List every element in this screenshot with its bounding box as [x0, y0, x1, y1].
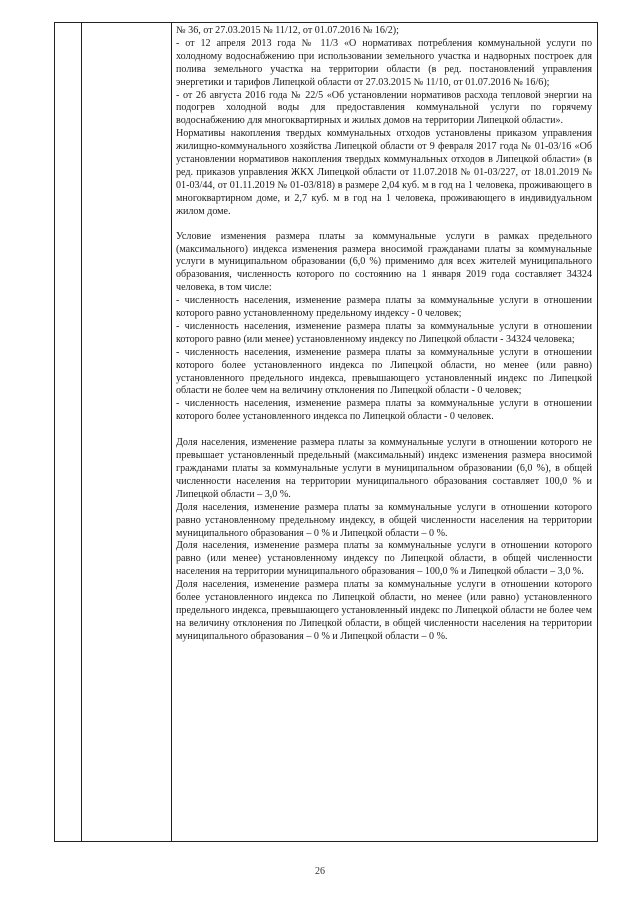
paragraph: Условие изменения размера платы за коммунальные услуги в рамках предельного (максимального) индекса изменения размера вносимой гражданами платы за коммунальные услуги в муниципальном образовании (6,0 %) применимо для всех жителей муниципального образования, численность которого по состоянию на 1 января 2019 года составляет 34324 человека, в том числе:: [176, 230, 592, 294]
table-column-divider-2: [171, 23, 172, 841]
block-spacer: [176, 219, 592, 231]
text-block-shares: [176, 437, 592, 644]
paragraph: - от 12 апреля 2013 года № 11/3 «О нормативах потребления коммунальной услуги по холодному водоснабжению при использовании земельного участка и надворных построек для полива земельного участка на территории области (в ред. постановлений управления энергетики и тарифов Липецкой области от 27.03.2015 № 11/10, от 01.07.2016 № 16/6);: [176, 37, 592, 88]
block-spacer: [176, 424, 592, 437]
paragraph: Нормативы накопления твердых коммунальных отходов установлены приказом управления жилищно-коммунального хозяйства Липецкой области от 9 февраля 2017 года № 01-03/16 «Об установлении нормативов накопления твердых коммунальных отходов в Липецкой области» (в ред. приказов управления ЖКХ Липецкой области от 11.07.2018 № 01-03/227, от 18.01.2019 № 01-03/44, от 01.11.2019 № 01-03/818) в размере 2,04 куб. м в год на 1 человека, проживающего в многоквартирном доме, и 2,7 куб. м в год на 1 человека, проживающего в индивидуальном жилом доме.: [176, 128, 592, 217]
text-cell: [176, 25, 592, 644]
paragraph: - численность населения, изменение размера платы за коммунальные услуги в отношении которого более установленного индекса по Липецкой области, но менее (или равно) установленного предельного индекса, превышающего установленный индекс по Липецкой области не более чем на величину отклонения по Липецкой области - 0 человек;: [176, 346, 592, 397]
table-column-divider-1: [81, 23, 82, 841]
paragraph: Доля населения, изменение размера платы за коммунальные услуги в отношении которого равно установленному предельному индексу, в общей численности населения на территории муниципального образования – 0 % и Липецкой области – 0 %.: [176, 501, 592, 539]
paragraph: Доля населения, изменение размера платы за коммунальные услуги в отношении которого не превышает установленный предельный (максимальный) индекс изменения размера вносимой гражданами платы за коммунальные услуги в муниципальном образовании (6,0 %), в общей численности населения на территории муниципального образования составляет 100,0 % и Липецкой области – 3,0 %.: [176, 437, 592, 500]
text-block-population: [176, 231, 592, 425]
paragraph: - численность населения, изменение размера платы за коммунальные услуги в отношении которого равно (или менее) установленному индексу по Липецкой области - 34324 человека;: [176, 320, 592, 345]
paragraph: Доля населения, изменение размера платы за коммунальные услуги в отношении которого более установленного индекса по Липецкой области, но менее (или равно) установленного предельного индекса, превышающего установленный индекс по Липецкой области не более чем на величину отклонения по Липецкой области, в общей численности населения на территории муниципального образования – 0 % и Липецкой области – 0 %.: [176, 579, 592, 642]
paragraph: - численность населения, изменение размера платы за коммунальные услуги в отношении которого более установленного индекса по Липецкой области - 0 человек.: [176, 398, 592, 423]
paragraph: - численность населения, изменение размера платы за коммунальные услуги в отношении которого равно установленному предельному индексу - 0 человек;: [176, 295, 592, 320]
paragraph: № 36, от 27.03.2015 № 11/12, от 01.07.2016 № 16/2);: [176, 25, 399, 36]
paragraph: Доля населения, изменение размера платы за коммунальные услуги в отношении которого равно (или менее) установленному индексу по Липецкой области, в общей численности населения на территории муниципального образования – 100,0 % и Липецкой области – 3,0 %.: [176, 540, 592, 578]
text-block-norms: [176, 25, 592, 219]
paragraph: - от 26 августа 2016 года № 22/5 «Об установлении нормативов расхода тепловой энергии на подогрев холодной воды для предоставления коммунальной услуги по горячему водоснабжению для многоквартирных и жилых домов на территории Липецкой области».: [176, 89, 592, 127]
content-table: [54, 22, 598, 842]
page-number: 26: [315, 866, 325, 877]
